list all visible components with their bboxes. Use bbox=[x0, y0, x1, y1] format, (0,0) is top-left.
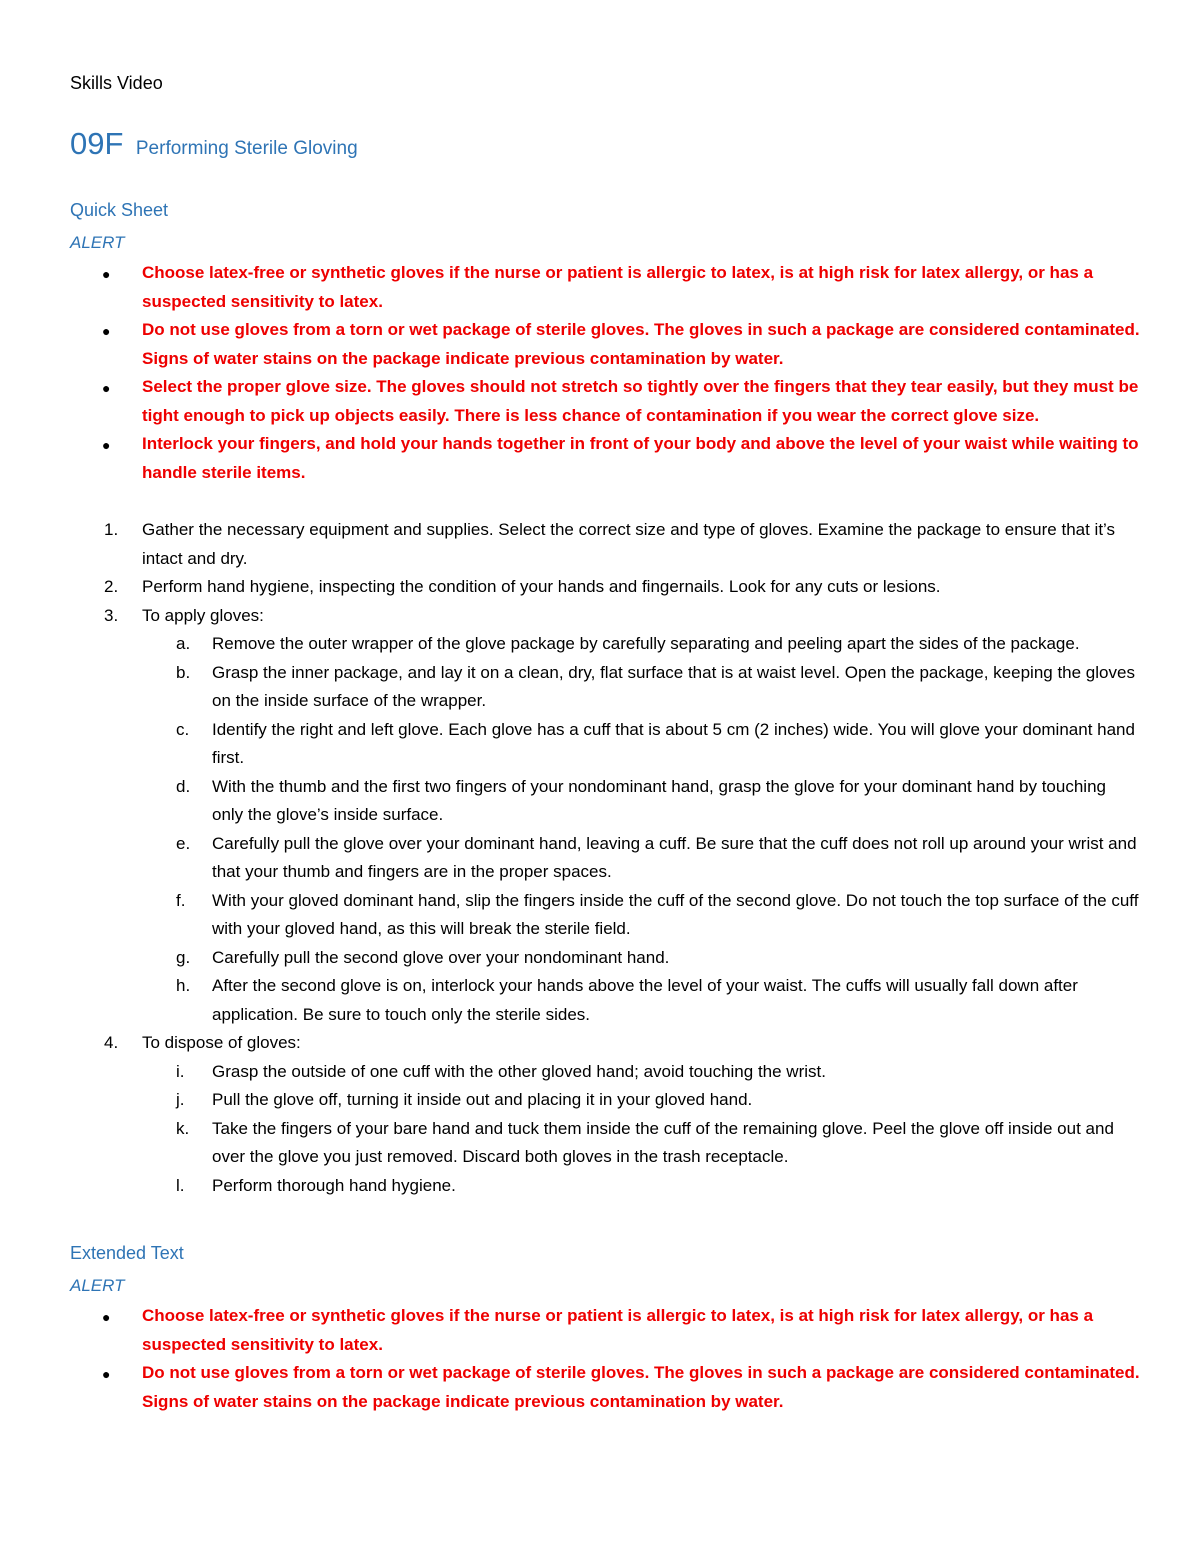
alert-text: Do not use gloves from a torn or wet package of sterile gloves. The gloves in such a package are considered contaminated. Signs of water stains on the package indicate previous contamination by water. bbox=[142, 320, 1140, 368]
step-text: Perform hand hygiene, inspecting the condition of your hands and fingernails. Look for any cuts or lesions. bbox=[142, 577, 941, 596]
step-text: To dispose of gloves: bbox=[142, 1033, 301, 1052]
substep-letter: l. bbox=[176, 1175, 185, 1195]
substep-letter: j. bbox=[176, 1090, 185, 1109]
step-number: 2. bbox=[104, 577, 119, 596]
step-number: 1. bbox=[104, 520, 119, 539]
substep-item bbox=[142, 716, 1140, 773]
title-code: 09F bbox=[70, 126, 124, 161]
substep-text: Remove the outer wrapper of the glove package by carefully separating and peeling apart the sides of the package. bbox=[212, 634, 1080, 653]
substep-item bbox=[142, 1115, 1140, 1172]
substep-list bbox=[142, 630, 1140, 1029]
extended-text-alert-label: ALERT bbox=[70, 1276, 125, 1295]
alert-item bbox=[0, 1359, 1200, 1416]
substep-letter: g. bbox=[176, 947, 191, 967]
title-text: Performing Sterile Gloving bbox=[135, 138, 358, 159]
alert-text: Select the proper glove size. The gloves should not stretch so tightly over the fingers that they tear easily, but they must be tight enough to pick up objects easily. There is less chance of contamination if you wear the correct glove size. bbox=[142, 377, 1139, 425]
substep-item bbox=[142, 972, 1140, 1029]
substep-item bbox=[142, 630, 1140, 659]
alert-text: Choose latex-free or synthetic gloves if the nurse or patient is allergic to latex, is at high risk for latex allergy, or has a suspected sensitivity to latex. bbox=[142, 263, 1094, 311]
substep-list bbox=[142, 1058, 1140, 1201]
substep-text: Carefully pull the glove over your dominant hand, leaving a cuff. Be sure that the cuff does not roll up around your wrist and that your thumb and fingers are in the proper spaces. bbox=[212, 833, 1137, 881]
extended-text-heading: Extended Text bbox=[70, 1243, 184, 1263]
substep-text: Identify the right and left glove. Each glove has a cuff that is about 5 cm (2 inches) wide. You will glove your dominant hand first. bbox=[212, 719, 1135, 767]
bullet-icon: ● bbox=[102, 380, 111, 396]
substep-item bbox=[142, 659, 1140, 716]
substep-text: Carefully pull the second glove over your nondominant hand. bbox=[212, 947, 670, 967]
step-text: Gather the necessary equipment and supplies. Select the correct size and type of gloves. Examine the package to ensure that it’s intact and dry. bbox=[142, 520, 1116, 568]
substep-letter: a. bbox=[176, 634, 191, 653]
alert-item bbox=[0, 373, 1200, 430]
step-item bbox=[0, 516, 1200, 573]
substep-letter: i. bbox=[176, 1061, 185, 1081]
substep-item bbox=[142, 773, 1140, 830]
substep-text: After the second glove is on, interlock your hands above the level of your waist. The cuffs will usually fall down after application. Be sure to touch only the sterile sides. bbox=[212, 976, 1078, 1024]
alert-item bbox=[0, 259, 1200, 316]
bullet-icon: ● bbox=[102, 323, 111, 339]
substep-item bbox=[142, 1086, 1140, 1115]
bullet-icon: ● bbox=[102, 1309, 111, 1325]
alert-text: Do not use gloves from a torn or wet package of sterile gloves. The gloves in such a package are considered contaminated. Signs of water stains on the package indicate previous contamination by water. bbox=[142, 1363, 1140, 1411]
substep-letter: e. bbox=[176, 833, 191, 853]
substep-letter: f. bbox=[176, 890, 186, 910]
alert-item bbox=[0, 316, 1200, 373]
substep-letter: h. bbox=[176, 976, 191, 995]
substep-text: With the thumb and the first two fingers of your nondominant hand, grasp the glove for your dominant hand by touching only the glove’s inside surface. bbox=[212, 776, 1106, 824]
alert-text: Choose latex-free or synthetic gloves if the nurse or patient is allergic to latex, is at high risk for latex allergy, or has a suspected sensitivity to latex. bbox=[142, 1306, 1094, 1354]
substep-letter: b. bbox=[176, 662, 191, 682]
step-item bbox=[0, 602, 1200, 1030]
substep-text: Take the fingers of your bare hand and tuck them inside the cuff of the remaining glove. Peel the glove off inside out and over the glove you just removed. Discard both gloves in the trash receptacle. bbox=[212, 1118, 1114, 1166]
substep-letter: d. bbox=[176, 776, 191, 796]
quick-sheet-alert-label: ALERT bbox=[70, 233, 125, 252]
bullet-icon: ● bbox=[102, 437, 111, 453]
substep-text: Grasp the outside of one cuff with the other gloved hand; avoid touching the wrist. bbox=[212, 1061, 826, 1081]
alert-item bbox=[0, 1302, 1200, 1359]
quick-sheet-heading: Quick Sheet bbox=[70, 200, 169, 220]
substep-text: Pull the glove off, turning it inside out and placing it in your gloved hand. bbox=[212, 1090, 753, 1109]
step-item bbox=[0, 1029, 1200, 1200]
substep-item bbox=[142, 1172, 1140, 1201]
step-number: 4. bbox=[104, 1033, 119, 1052]
step-number: 3. bbox=[104, 605, 119, 625]
alert-item bbox=[0, 430, 1200, 487]
step-text: To apply gloves: bbox=[142, 605, 264, 625]
quick-sheet-steps bbox=[0, 516, 1200, 1200]
alert-text: Interlock your fingers, and hold your hands together in front of your body and above the level of your waist while waiting to handle sterile items. bbox=[142, 434, 1139, 482]
substep-item bbox=[142, 830, 1140, 887]
quick-sheet-alert-list bbox=[0, 259, 1200, 487]
doc-label: Skills Video bbox=[70, 73, 163, 93]
bullet-icon: ● bbox=[102, 1366, 111, 1382]
substep-item bbox=[142, 1058, 1140, 1087]
bullet-icon: ● bbox=[102, 266, 111, 282]
step-item bbox=[0, 573, 1200, 602]
substep-item bbox=[142, 887, 1140, 944]
substep-letter: c. bbox=[176, 719, 190, 739]
page-title bbox=[70, 126, 358, 162]
substep-letter: k. bbox=[176, 1118, 190, 1138]
substep-text: Grasp the inner package, and lay it on a clean, dry, flat surface that is at waist level. Open the package, keeping the gloves on the inside surface of the wrapper. bbox=[212, 662, 1135, 710]
substep-text: Perform thorough hand hygiene. bbox=[212, 1175, 456, 1195]
extended-text-alert-list bbox=[0, 1302, 1200, 1416]
substep-text: With your gloved dominant hand, slip the fingers inside the cuff of the second glove. Do not touch the top surface of the cuff with your gloved hand, as this will break the sterile field. bbox=[212, 890, 1139, 938]
substep-item bbox=[142, 944, 1140, 973]
